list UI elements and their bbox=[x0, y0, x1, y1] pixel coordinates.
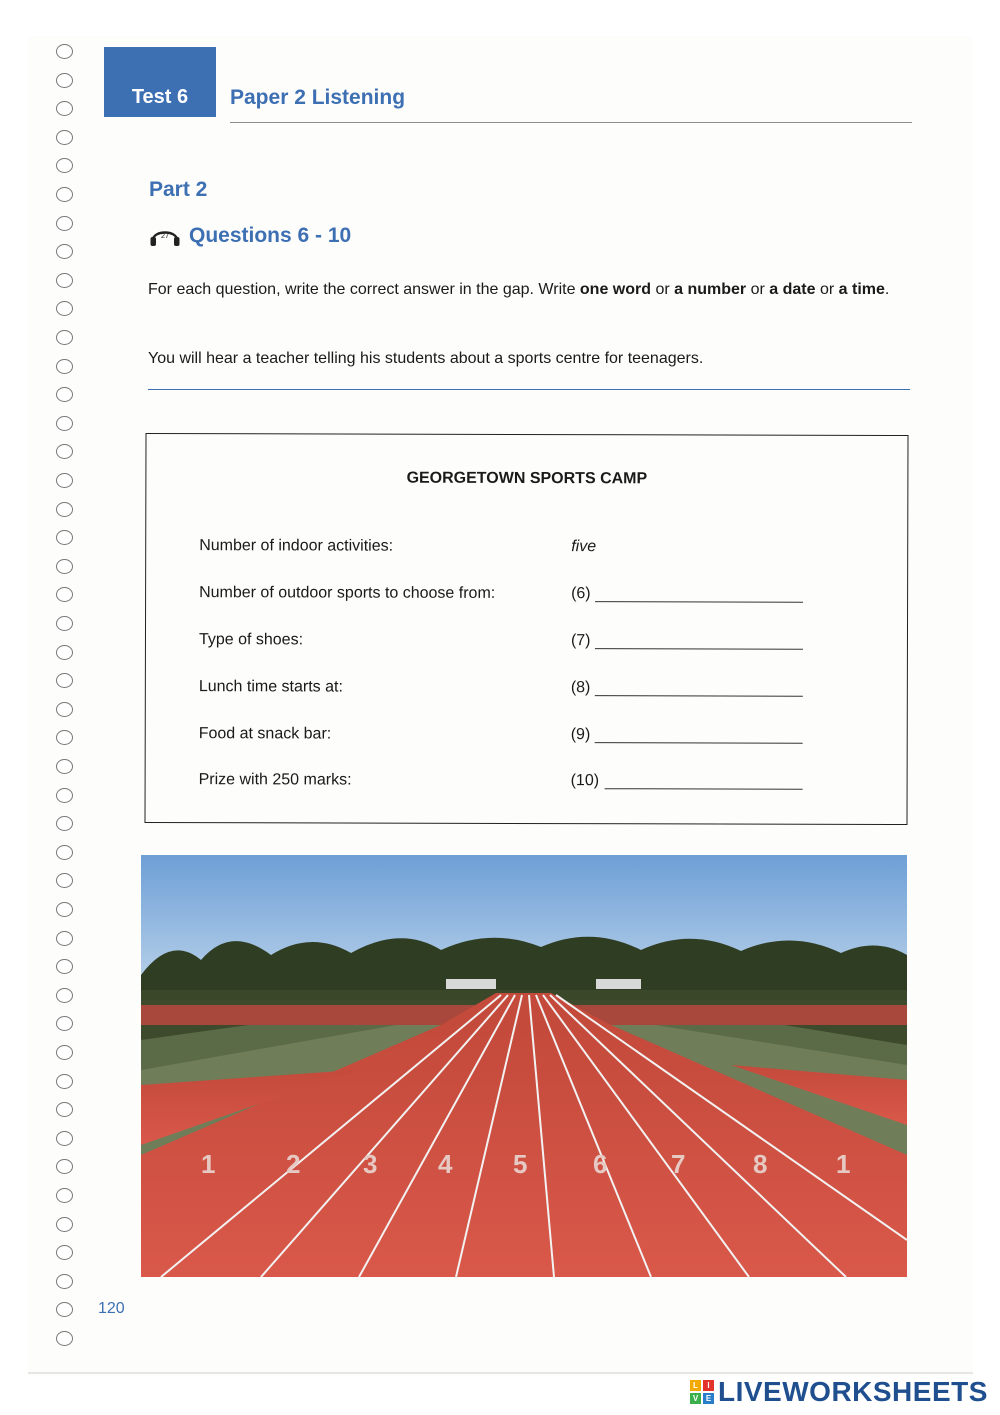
test-tab bbox=[104, 47, 216, 117]
page-number: 120 bbox=[98, 1300, 125, 1317]
binding-ring bbox=[56, 416, 73, 431]
binding-ring bbox=[56, 1074, 73, 1089]
binding-ring bbox=[56, 130, 73, 145]
sports-camp-form bbox=[144, 433, 908, 825]
question-number: (6) bbox=[571, 585, 591, 603]
binding-ring bbox=[56, 359, 73, 374]
binding-ring bbox=[56, 559, 73, 574]
binding-ring bbox=[56, 187, 73, 202]
svg-text:1: 1 bbox=[201, 1149, 216, 1179]
form-row bbox=[199, 537, 819, 563]
question-number: (10) bbox=[570, 772, 600, 790]
svg-text:7: 7 bbox=[671, 1149, 686, 1179]
track-illustration bbox=[141, 855, 907, 1277]
svg-text:4: 4 bbox=[438, 1149, 453, 1179]
binding-ring bbox=[56, 44, 73, 59]
row-label: Prize with 250 marks: bbox=[198, 771, 352, 789]
binding-ring bbox=[56, 1188, 73, 1203]
svg-text:6: 6 bbox=[593, 1149, 608, 1179]
questions-title: Questions 6 - 10 bbox=[189, 224, 352, 247]
binding-ring bbox=[56, 902, 73, 917]
row-label: Food at snack bar: bbox=[198, 725, 332, 743]
bold-a-date: a date bbox=[769, 281, 816, 298]
binding-ring bbox=[56, 845, 73, 860]
instructions-text: For each question, write the correct answer in the gap. Write one word or a number or a date or a time. bbox=[148, 281, 890, 298]
answer-gap-7[interactable] bbox=[595, 648, 803, 650]
bold-a-number: a number bbox=[674, 281, 747, 298]
svg-text:1: 1 bbox=[836, 1149, 851, 1179]
row-label: Number of indoor activities: bbox=[199, 537, 394, 555]
svg-text:2: 2 bbox=[286, 1149, 301, 1179]
context-sentence: You will hear a teacher telling his students about a sports centre for teenagers. bbox=[148, 350, 704, 367]
binding-ring bbox=[56, 988, 73, 1003]
binding-ring bbox=[56, 1331, 73, 1346]
question-number: (8) bbox=[570, 679, 591, 697]
binding-ring bbox=[56, 931, 73, 946]
binding-ring bbox=[56, 330, 73, 345]
row-label: Number of outdoor sports to choose from: bbox=[199, 584, 496, 602]
binding-ring bbox=[56, 473, 73, 488]
logo-mark: L I V E bbox=[690, 1380, 714, 1404]
bold-a-time: a time bbox=[838, 281, 885, 298]
svg-text:3: 3 bbox=[363, 1149, 378, 1179]
binding-ring bbox=[56, 759, 73, 774]
svg-text:8: 8 bbox=[753, 1149, 768, 1179]
form-row bbox=[199, 631, 819, 657]
row-label: Lunch time starts at: bbox=[198, 678, 343, 696]
test-label: Test 6 bbox=[131, 86, 189, 108]
question-number: (9) bbox=[570, 726, 591, 744]
binding-ring bbox=[56, 73, 73, 88]
form-row bbox=[199, 725, 819, 751]
brand-name: LIVEWORKSHEETS bbox=[718, 1376, 988, 1407]
question-number: (7) bbox=[570, 632, 591, 650]
paper-title: Paper 2 Listening bbox=[230, 86, 406, 109]
form-row bbox=[199, 584, 819, 610]
page-edge bbox=[28, 1372, 973, 1374]
answer-gap-10[interactable] bbox=[605, 788, 803, 790]
binding-ring bbox=[56, 216, 73, 231]
binding-ring bbox=[56, 1045, 73, 1060]
binding-ring bbox=[56, 273, 73, 288]
section-divider bbox=[148, 389, 910, 390]
answer-gap-6[interactable] bbox=[595, 601, 803, 603]
running-track-photo bbox=[141, 855, 907, 1277]
form-title: GEORGETOWN SPORTS CAMP bbox=[406, 469, 648, 488]
form-row bbox=[199, 678, 819, 704]
form-row bbox=[199, 771, 819, 797]
questions-heading bbox=[149, 224, 351, 248]
part-title: Part 2 bbox=[149, 178, 208, 201]
binding-ring bbox=[56, 788, 73, 803]
example-answer: five bbox=[571, 538, 597, 556]
bold-one-word: one word bbox=[579, 281, 652, 298]
svg-text:5: 5 bbox=[513, 1149, 528, 1179]
binding-ring bbox=[56, 702, 73, 717]
answer-gap-8[interactable] bbox=[595, 695, 803, 697]
liveworksheets-logo[interactable] bbox=[690, 1376, 988, 1408]
binding-ring bbox=[56, 502, 73, 517]
binding-ring bbox=[56, 616, 73, 631]
header-divider bbox=[230, 122, 912, 123]
track-number: 27 bbox=[160, 231, 170, 240]
binding-ring bbox=[56, 1217, 73, 1232]
row-label: Type of shoes: bbox=[198, 631, 304, 649]
binding-ring bbox=[56, 1131, 73, 1146]
binding-ring bbox=[56, 1274, 73, 1289]
answer-gap-9[interactable] bbox=[595, 742, 803, 744]
headphones-icon bbox=[149, 224, 181, 248]
binding-ring bbox=[56, 645, 73, 660]
